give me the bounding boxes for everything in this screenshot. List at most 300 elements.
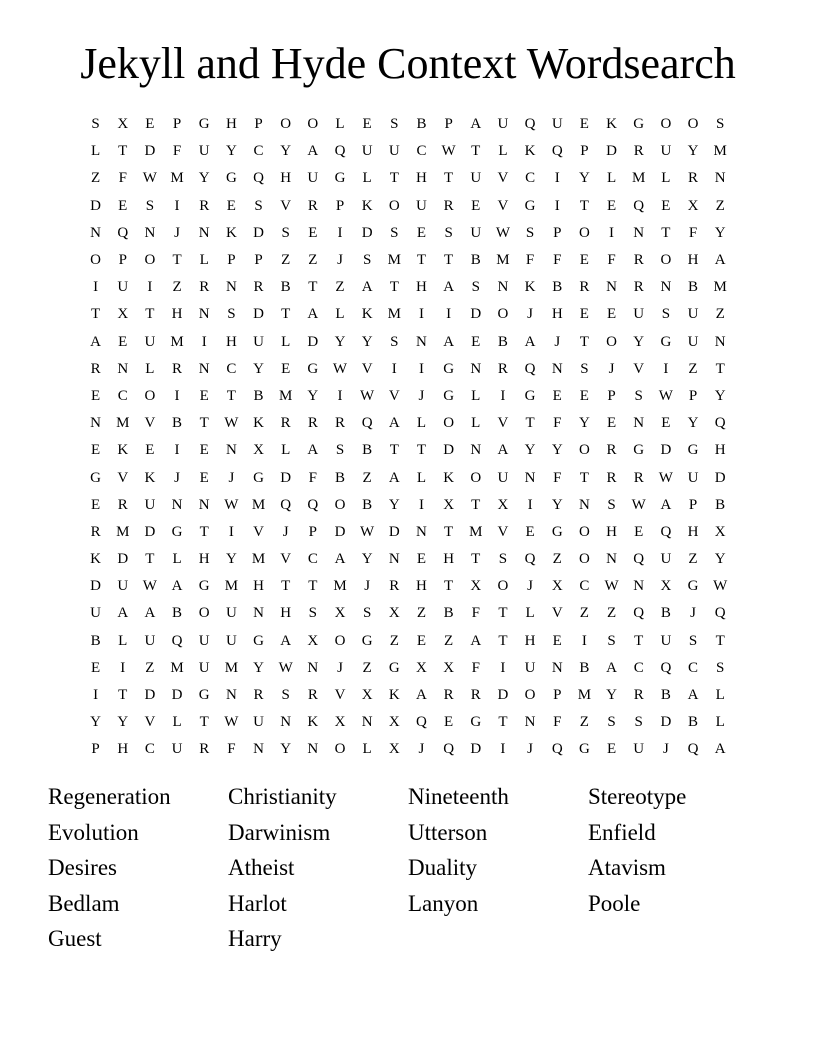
grid-letter: L [525,605,535,622]
grid-letter: V [551,605,563,622]
grid-letter: E [444,714,454,731]
grid-letter: Z [715,197,725,214]
grid-letter: K [117,442,129,459]
grid-letter: X [307,632,319,649]
grid-letter: I [93,279,99,296]
grid-letter: P [553,687,562,704]
grid-letter: N [225,687,237,704]
grid-letter: J [337,252,343,269]
grid-letter: I [337,387,343,404]
grid-letter: H [606,523,617,540]
grid-letter: P [553,224,562,241]
grid-letter: H [687,252,699,269]
grid-letter: G [551,523,563,540]
grid-letter: U [497,469,509,486]
grid-letter: O [606,333,617,350]
grid-letter: N [633,224,645,241]
grid-letter: M [251,551,266,568]
grid-letter: I [174,442,180,459]
grid-letter: I [446,306,452,323]
word-list-item: Nineteenth [408,784,509,809]
grid-letter: Y [280,741,292,758]
grid-letter: V [497,523,509,540]
grid-letter: R [579,279,590,296]
grid-letter: J [418,387,425,404]
grid-letter: U [416,197,427,214]
grid-letter: Y [253,360,264,377]
word-list-item: Evolution [48,819,139,845]
word-list-item: Duality [408,855,477,881]
word-list-item: Harry [228,926,282,952]
grid-letter: Q [633,197,645,214]
grid-letter: U [144,632,156,649]
grid-row [82,519,734,546]
grid-letter: F [471,605,480,622]
grid-letter: I [554,170,560,187]
grid-letter: Z [172,279,182,296]
grid-letter: E [634,523,644,540]
grid-letter: X [416,659,427,676]
grid-letter: X [497,496,509,513]
grid-letter: P [308,523,317,540]
grid-letter: R [633,143,644,160]
grid-letter: S [634,714,643,731]
grid-letter: T [145,551,155,568]
grid-letter: Y [551,442,563,459]
grid-letter: U [171,741,183,758]
grid-letter: O [198,605,210,622]
grid-letter: B [362,442,373,459]
grid-letter: A [606,659,617,676]
grid-letter: F [118,170,127,187]
grid-letter: B [688,714,699,731]
grid-letter: O [578,551,590,568]
grid-letter: B [172,605,183,622]
grid-letter: D [361,224,373,241]
grid-letter: B [470,252,481,269]
grid-letter: F [227,741,236,758]
grid-letter: U [198,143,210,160]
grid-letter: W [713,578,728,595]
grid-letter: M [170,170,184,187]
grid-letter: T [579,333,589,350]
grid-letter: J [690,605,696,622]
grid-letter: R [633,469,644,486]
grid-letter: Q [660,523,672,540]
grid-letter: M [333,578,347,595]
grid-letter: S [716,116,725,133]
grid-row [82,247,734,274]
grid-letter: W [495,224,510,241]
grid-letter: A [334,551,346,568]
grid-letter: Q [443,741,455,758]
grid-letter: Q [714,415,726,432]
word-list-item: Enfield [588,819,656,845]
grid-letter: W [142,578,157,595]
grid-letter: S [607,632,616,649]
grid-letter: U [551,116,563,133]
grid-letter: Y [714,551,726,568]
grid-letter: I [609,224,615,241]
grid-row [82,329,734,356]
grid-letter: K [524,143,536,160]
grid-letter: R [443,687,454,704]
grid-letter: K [90,551,101,568]
grid-letter: J [174,224,180,241]
grid-letter: G [443,387,455,404]
grid-letter: C [416,143,427,160]
grid-letter: T [226,387,236,404]
grid-letter: Y [280,143,292,160]
grid-letter: G [198,116,210,133]
grid-letter: Y [90,714,101,731]
grid-letter: R [253,687,264,704]
grid-letter: E [525,523,535,540]
grid-letter: M [577,687,592,704]
grid-letter: W [224,714,239,731]
grid-letter: I [418,360,424,377]
grid-letter: R [307,687,318,704]
grid-letter: M [713,279,727,296]
grid-letter: M [279,387,293,404]
grid-letter: O [144,387,156,404]
grid-letter: T [389,442,399,459]
grid-letter: M [632,170,646,187]
grid-letter: Q [551,741,563,758]
grid-letter: Z [552,551,562,568]
grid-letter: H [551,306,563,323]
grid-letter: E [118,197,128,214]
grid-letter: C [525,170,536,187]
grid-letter: I [581,632,587,649]
grid-letter: R [334,415,345,432]
grid-letter: E [606,741,617,758]
grid-letter: E [199,442,209,459]
grid-letter: W [332,360,348,377]
grid-letter: R [470,687,481,704]
grid-letter: G [334,170,346,187]
word-list-item: Harlot [228,890,287,916]
grid-letter: R [633,279,644,296]
page-title: Jekyll and Hyde Context Wordsearch [80,39,736,88]
grid-letter: B [443,605,454,622]
grid-letter: N [90,415,101,432]
grid-letter: O [443,415,455,432]
grid-letter: J [228,469,235,486]
grid-letter: T [444,523,454,540]
grid-letter: D [660,714,672,731]
grid-letter: G [687,578,699,595]
grid-letter: U [253,714,264,731]
grid-letter: I [93,687,99,704]
grid-letter: B [715,496,726,513]
grid-letter: Q [524,360,536,377]
grid-letter: Z [688,360,698,377]
grid-letter: S [145,197,155,214]
grid-letter: N [524,469,536,486]
grid-letter: L [281,333,291,350]
grid-letter: R [307,197,318,214]
grid-letter: I [500,387,506,404]
grid-row [82,193,734,220]
grid-letter: G [660,333,672,350]
grid-letter: A [90,333,101,350]
grid-letter: Y [578,415,590,432]
grid-letter: V [334,687,346,704]
grid-letter: R [90,360,101,377]
grid-row [82,383,734,410]
grid-letter: L [416,415,427,432]
grid-letter: N [253,741,264,758]
grid-letter: U [687,333,699,350]
grid-letter: Q [253,170,264,187]
grid-letter: F [525,252,535,269]
grid-letter: D [714,469,726,486]
grid-letter: E [471,333,481,350]
grid-letter: J [527,578,533,595]
grid-letter: X [551,578,563,595]
grid-letter: T [444,578,454,595]
grid-letter: L [172,714,182,731]
grid-letter: Z [281,252,291,269]
grid-letter: H [280,170,292,187]
grid-letter: T [471,496,481,513]
grid-letter: F [688,224,698,241]
grid-letter: P [227,252,236,269]
word-list-item: Christianity [228,784,337,809]
grid-letter: E [552,632,562,649]
grid-letter: Z [362,659,372,676]
grid-letter: T [498,632,508,649]
grid-letter: R [606,469,617,486]
grid-letter: L [715,687,725,704]
grid-letter: I [527,496,533,513]
grid-letter: Y [225,551,237,568]
grid-letter: D [280,469,292,486]
grid-letter: Z [416,605,427,622]
grid-letter: T [90,306,101,323]
grid-letter: A [524,333,536,350]
grid-letter: K [443,469,455,486]
grid-letter: U [660,632,672,649]
grid-letter: U [660,551,672,568]
grid-letter: U [388,143,400,160]
grid-letter: Y [334,333,346,350]
grid-letter: Z [688,551,698,568]
grid-letter: H [198,551,210,568]
grid-letter: N [606,279,617,296]
grid-letter: D [470,741,482,758]
grid-letter: T [444,252,454,269]
grid-letter: V [388,387,400,404]
grid-letter: M [116,415,130,432]
grid-letter: H [416,279,427,296]
grid-letter: Q [307,496,319,513]
grid-letter: G [633,116,645,133]
grid-letter: K [388,687,400,704]
grid-letter: K [307,714,319,731]
grid-letter: Q [714,605,726,622]
grid-letter: O [334,496,346,513]
grid-letter: C [117,387,128,404]
grid-letter: T [281,306,291,323]
grid-letter: D [334,523,346,540]
grid-letter: B [334,469,345,486]
grid-letter: R [199,741,210,758]
grid-letter: P [254,252,263,269]
grid-letter: F [471,659,480,676]
grid-letter: B [362,496,373,513]
grid-letter: H [225,116,237,133]
grid-letter: P [444,116,453,133]
grid-letter: C [579,578,590,595]
grid-letter: Q [117,224,129,241]
grid-row [82,111,734,138]
grid-letter: F [308,469,317,486]
grid-letter: S [362,252,372,269]
grid-letter: E [118,333,128,350]
grid-letter: R [633,687,644,704]
grid-letter: T [579,469,589,486]
grid-letter: I [500,741,506,758]
grid-letter: I [418,496,424,513]
grid-letter: N [551,659,563,676]
grid-letter: R [307,415,318,432]
grid-letter: U [524,659,536,676]
grid-letter: E [362,116,372,133]
grid-letter: F [553,252,562,269]
grid-letter: E [661,197,671,214]
grid-letter: A [443,279,455,296]
grid-letter: N [388,551,400,568]
grid-letter: N [171,496,183,513]
grid-letter: V [144,415,156,432]
grid-letter: R [280,415,291,432]
grid-letter: N [198,360,210,377]
grid-letter: S [227,306,236,323]
grid-letter: T [308,279,318,296]
grid-letter: G [171,523,183,540]
grid-letter: I [228,523,234,540]
grid-letter: C [633,659,644,676]
grid-letter: Z [90,170,101,187]
grid-letter: O [660,116,672,133]
grid-letter: Y [388,496,400,513]
grid-letter: P [91,741,100,758]
grid-letter: E [90,387,101,404]
grid-letter: E [416,551,427,568]
grid-letter: A [171,578,183,595]
grid-letter: A [470,116,482,133]
grid-letter: Y [307,387,319,404]
grid-letter: L [90,143,101,160]
grid-letter: Y [198,170,210,187]
grid-letter: L [416,469,427,486]
grid-letter: S [281,224,290,241]
grid-letter: Z [335,279,345,296]
grid-letter: T [281,578,291,595]
grid-letter: X [443,659,455,676]
grid-letter: K [253,415,264,432]
grid-letter: N [551,360,563,377]
grid-letter: E [199,387,209,404]
grid-letter: J [337,659,343,676]
grid-letter: E [606,306,617,323]
grid-letter: E [145,116,155,133]
grid-letter: P [688,387,698,404]
word-list-item: Poole [588,890,641,916]
grid-letter: X [660,578,672,595]
grid-row [82,709,734,736]
grid-letter: O [307,116,319,133]
grid-letter: V [280,197,292,214]
grid-letter: Y [524,442,536,459]
grid-letter: N [144,224,156,241]
word-list-item: Atavism [588,855,666,881]
grid-letter: E [552,387,562,404]
grid-letter: T [471,143,481,160]
grid-letter: S [390,116,399,133]
grid-letter: U [687,469,699,486]
grid-letter: N [307,741,319,758]
grid-letter: P [118,252,127,269]
grid-letter: N [198,306,210,323]
grid-letter: O [687,116,699,133]
grid-letter: S [661,306,671,323]
grid-letter: M [224,659,239,676]
grid-letter: T [715,360,725,377]
grid-letter: P [580,143,589,160]
grid-letter: V [633,360,645,377]
grid-letter: Q [361,415,373,432]
grid-letter: I [500,659,506,676]
grid-letter: B [172,415,183,432]
grid-letter: I [174,197,180,214]
grid-letter: A [307,306,319,323]
grid-letter: O [388,197,400,214]
letter-grid [82,111,734,764]
grid-letter: W [224,415,239,432]
grid-letter: Z [145,659,155,676]
grid-letter: N [524,714,536,731]
grid-letter: V [497,415,509,432]
grid-letter: M [251,496,266,513]
grid-letter: D [443,442,455,459]
grid-letter: O [470,469,482,486]
grid-row [82,437,734,464]
grid-letter: A [443,333,455,350]
grid-letter: F [172,143,182,160]
grid-letter: U [144,333,156,350]
grid-letter: T [389,170,399,187]
grid-letter: J [608,360,615,377]
grid-letter: M [496,252,510,269]
grid-letter: D [606,143,617,160]
word-list-item: Guest [48,926,102,952]
grid-letter: L [471,387,481,404]
grid-letter: E [606,415,617,432]
grid-letter: R [199,279,210,296]
grid-letter: N [470,360,482,377]
grid-letter: E [579,252,589,269]
grid-letter: S [390,224,399,241]
grid-letter: G [307,360,319,377]
grid-letter: X [117,116,129,133]
grid-letter: N [660,279,672,296]
grid-letter: P [688,496,698,513]
grid-letter: E [90,659,101,676]
grid-letter: L [362,170,372,187]
